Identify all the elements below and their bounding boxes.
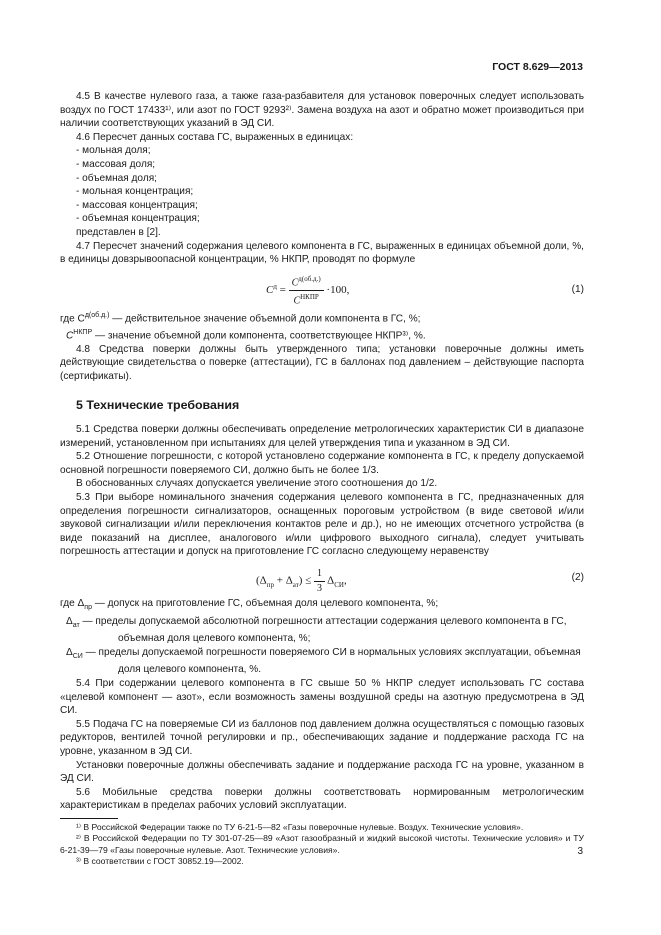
unit-item: - мольная концентрация; (76, 186, 194, 198)
footnote-1: ¹⁾ В Российской Федерации также по ТУ 6-21-5—82 «Газы поверочные нулевые. Воздух. Технические условия». (76, 821, 524, 832)
paragraph-4-6: 4.6 Пересчет данных состава ГС, выраженных в единицах: (76, 131, 354, 143)
unit-item: - объемная концентрация; (76, 213, 200, 225)
definition-delta-at: $\Delta_{ат}$ — пределы допускаемой абсолютной погрешности аттестации содержания целевого компонента в ГС, объемная доля целевого компонента, %; (66, 615, 567, 645)
definition-delta-pr: где $\Delta_{пр}$ — допуск на приготовление ГС, объемная доля целевого компонента, %; (60, 597, 439, 611)
paragraph-5-2b: В обоснованных случаях допускается увеличение этого соотношения до 1/2. (76, 478, 438, 490)
paragraph-5-3: 5.3 При выборе номинального значения содержания целевого компонента в ГС, предназначенных для определения погрешности сигнализаторов, оснащенных пороговым устройством (в виде световой и/или звуковой сигнализации и/или переключения контактов реле и др.), но не имеющих отсчетного устройства (в виде показаний на дисплее, аналогового и/или цифрового выходного сигнала), следует учитывать погрешность аттестации и допуск на приготовление ГС согласно следующему неравенству (60, 491, 584, 558)
section-heading: 5 Технические требования (76, 398, 240, 413)
formula-1 (60, 269, 584, 305)
definition-c-nkpr: $C^{НКПР}$ — значение объемной доли компонента, соответствующее НКПР³⁾, %. (66, 328, 426, 342)
paragraph-5-2: 5.2 Отношение погрешности, с которой установлено содержание компонента в ГС, к пределу допускаемой основной погрешности поверяемого СИ, должно быть не более 1/3. (60, 451, 584, 476)
formula-lhs-sup: д (273, 282, 277, 291)
unit-item: - массовая доля; (76, 158, 156, 170)
unit-item: - мольная доля; (76, 145, 151, 157)
formula2-number: (2) (571, 571, 584, 583)
paragraph-4-6-end: представлен в [2]. (76, 226, 161, 238)
footnote-divider (60, 818, 118, 819)
formula-tail: ·100, (326, 283, 350, 296)
paragraph-4-5: 4.5 В качестве нулевого газа, а также газа-разбавителя для установок поверочных следует использовать воздух по ГОСТ 17433¹⁾, или азот по ГОСТ 9293²⁾. Замена воздуха на азот и обратно может производиться при наличии соответствующих указаний в ЭД СИ. (60, 91, 584, 130)
formula-2: $(\Delta_{пр} + \Delta_{ат})$ ≤ $\frac{1}{3}$ $\Delta_{СИ}$, (2) (256, 567, 584, 594)
formula-number: (1) (571, 283, 584, 295)
fraction-den: C (293, 294, 301, 306)
page-number: 3 (577, 846, 583, 857)
paragraph-4-8: 4.8 Средства поверки должны быть утвержденного типа; установки поверочные должны иметь действующие свидетельства о поверке (аттестации), ГС в баллонах под давлением – действующие паспорта (сертификаты). (60, 343, 584, 382)
formula-fraction (289, 273, 324, 308)
definition-c-vol: где $C^{д(об.д.)}$ — действительное значение объемной доли компонента в ГС, %; (60, 311, 421, 325)
paragraph-5-4: 5.4 При содержании целевого компонента в ГС свыше 50 % НКПР следует использовать ГС состава «целевой компонент — азот», если возможность замены воздушной среды на азотную предусмотрена в ЭД СИ. (60, 677, 584, 717)
fraction-num: C (291, 277, 299, 289)
footnote-3: ³⁾ В соответствии с ГОСТ 30852.19—2002. (76, 856, 244, 867)
document-id: ГОСТ 8.629—2013 (492, 61, 583, 73)
fraction-den-sup: НКПР (300, 292, 319, 301)
paragraph-5-5: 5.5 Подача ГС на поверяемые СИ из баллонов под давлением должна осуществляться с помощью газовых редукторов, вентилей точной регулировки и пр., обеспечивающих задание и поддержание расхода ГС на уровне, указанном в ЭД СИ. (60, 718, 584, 757)
paragraph-5-1: 5.1 Средства поверки должны обеспечивать определение метрологических характеристик СИ в диапазоне измерений, установленном при испытаниях для целей утверждения типа и указанном в ЭД СИ. (60, 424, 584, 449)
paragraph-5-5b: Установки поверочные должны обеспечивать задание и поддержание расхода ГС на уровне, указанном в ЭД СИ. (60, 759, 584, 785)
paragraph-5-6: 5.6 Мобильные средства поверки должны соответствовать нормированным метрологическим характеристикам в пределах рабочих условий эксплуатации. (60, 786, 584, 812)
paragraph-4-7: 4.7 Пересчет значений содержания целевого компонента в ГС, выраженных в единицах объемной доли, %, в единицы довзрывоопасной концентрации, % НКПР, проводят по формуле (60, 240, 584, 266)
unit-item: - объемная доля; (76, 172, 157, 184)
fraction-num-sup: д(об.д.) (298, 274, 321, 283)
page-content (60, 90, 584, 868)
footnote-2: ²⁾ В Российской Федерации по ТУ 301-07-25—89 «Азот газообразный и жидкий высокой чистоты. Технические условия» и ТУ 6-21-39—79 «Газы поверочные нулевые. Азот. Технические условия». (60, 833, 584, 855)
formula-eq: = (279, 283, 286, 296)
formula2-fraction: $\frac{1}{3}$ (314, 567, 325, 595)
unit-item: - массовая концентрация; (76, 199, 198, 211)
definition-delta-si: $\Delta_{СИ}$ — пределы допускаемой погрешности поверяемого СИ в нормальных условиях эксплуатации, объемная доля целевого компонента, %. (66, 646, 581, 676)
formula-lhs: C (266, 283, 274, 296)
